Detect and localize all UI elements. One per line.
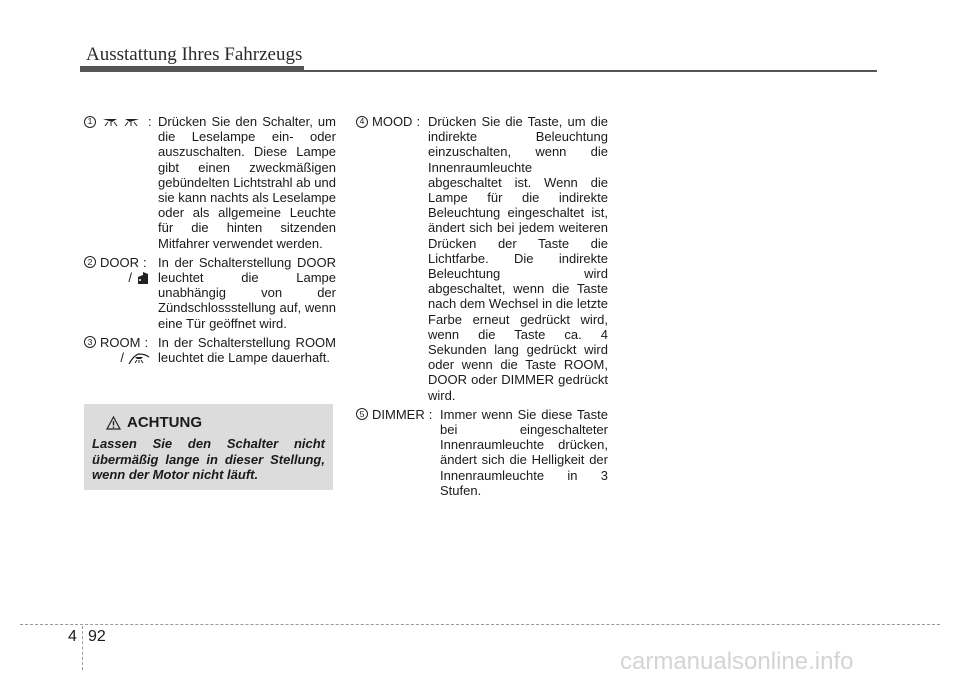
chapter-number: 4 (68, 628, 77, 645)
item-description: Drücken Sie den Schalter, um die Leselampe ein- oder auszuschalten. Diese Lampe gibt einen zweckmäßigen gebündelten Lichtstrahl ab und sie kann nachts als Leselampe oder als allgemeine Leuchte für die hinten sitzenden Mitfahrer verwendet werden. (158, 114, 336, 251)
item-separator: : (144, 334, 149, 350)
warning-title: ACHTUNG (127, 414, 202, 431)
item-description: Drücken Sie die Taste, um die indirekte Beleuchtung einzuschalten, wenn die Innenraumleuchte abgeschaltet ist. Wenn die Lampe für die indirekte Beleuchtung eingeschaltet ist, ändert sich bei jedem weiteren Drücken der Taste die Lichtfarbe. Die indirekte Beleuchtung wird abgeschaltet, wenn die Taste nach dem Wechsel in die letzte Farbe erneut gedrückt wird, wenn die Taste ca. 4 Sekunden lang gedrückt wird oder wenn die Taste ROOM, DOOR oder DIMMER gedrückt wird. (428, 114, 608, 403)
warning-text: Lassen Sie den Schalter nicht übermäßig lange in dieser Stellung, wenn der Motor nicht läuft. (92, 436, 325, 482)
item-term (356, 114, 424, 129)
item-label: DOOR (100, 254, 139, 270)
warning-triangle-icon (106, 416, 121, 430)
item-term (84, 255, 154, 285)
header-rule (80, 70, 877, 72)
item-description: In der Schalterstellung DOOR leuchtet die Lampe unabhängig von der Zündschlossstellung auf, wenn eine Tür geöffnet wird. (158, 254, 336, 331)
item-label: ROOM (100, 334, 141, 350)
item-number: 4 (356, 116, 368, 128)
watermark: carmanualsonline.info (620, 648, 854, 675)
footer-rule (20, 624, 940, 625)
item-room (84, 335, 336, 365)
item-separator: : (428, 406, 433, 422)
item-number: 1 (84, 116, 96, 128)
item-dimmer (356, 407, 608, 498)
item-separator: : (148, 114, 152, 129)
right-column (356, 114, 608, 502)
icon-slash: / (128, 270, 132, 286)
page-number: 92 (88, 628, 106, 645)
icon-slash: / (120, 350, 124, 366)
header-title: Ausstattung Ihres Fahrzeugs (86, 44, 303, 65)
item-term (356, 407, 436, 422)
reading-lamp-icon (100, 116, 142, 128)
item-description: Immer wenn Sie diese Taste bei eingeschalteter Innenraumleuchte drücken, ändert sich die Helligkeit der Innenraumleuchte in 3 Stufen. (440, 406, 608, 498)
item-label: MOOD (372, 114, 413, 129)
item-term (84, 114, 154, 129)
item-description: In der Schalterstellung ROOM leuchtet die Lampe dauerhaft. (158, 334, 336, 366)
item-number: 3 (84, 336, 96, 348)
door-lamp-icon (136, 271, 150, 285)
footer-divider (82, 626, 83, 670)
item-number: 2 (84, 256, 96, 268)
item-term (84, 335, 154, 365)
item-number: 5 (356, 408, 368, 420)
warning-heading (106, 414, 325, 431)
item-door (84, 255, 336, 331)
room-lamp-icon (128, 351, 150, 365)
item-separator: : (416, 114, 421, 129)
warning-box (84, 404, 333, 490)
item-mood (356, 114, 608, 403)
item-separator: : (143, 254, 147, 270)
left-column (84, 114, 336, 369)
item-label: DIMMER (372, 406, 425, 422)
item-reading-lamp (84, 114, 336, 251)
